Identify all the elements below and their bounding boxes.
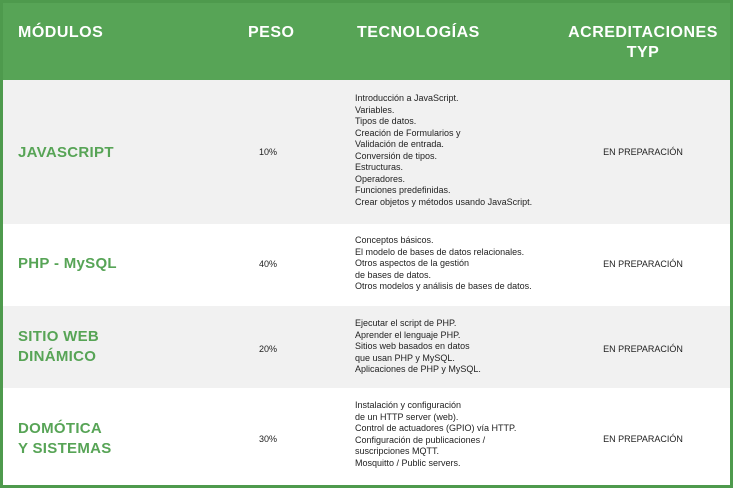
tech-list bbox=[355, 400, 585, 469]
peso-value: 20% bbox=[258, 344, 277, 354]
tech-item: Tipos de datos. bbox=[355, 116, 417, 126]
tech-item: Instalación y configuración bbox=[355, 400, 462, 410]
module-name-line: DOMÓTICA bbox=[18, 420, 103, 437]
acreditacion-status: EN PREPARACIÓN bbox=[603, 259, 683, 269]
tech-item: Aprender el lenguaje PHP. bbox=[355, 329, 461, 340]
table-row bbox=[3, 388, 730, 485]
tech-item: Crear objetos y métodos usando JavaScript. bbox=[355, 196, 533, 207]
tech-item: Configuración de publicaciones / bbox=[355, 434, 486, 445]
table-header bbox=[3, 3, 730, 80]
module-name bbox=[18, 419, 112, 459]
module-name-line: Y SISTEMAS bbox=[18, 440, 112, 457]
tech-item: de un HTTP server (web). bbox=[355, 411, 459, 422]
peso-value: 10% bbox=[258, 147, 277, 157]
tech-item: Variables. bbox=[355, 104, 395, 115]
table-row bbox=[3, 224, 730, 306]
module-name bbox=[18, 327, 99, 367]
tech-item: Introducción a JavaScript. bbox=[355, 93, 459, 103]
table-row bbox=[3, 306, 730, 388]
header-acreditaciones-line1: ACREDITACIONES bbox=[568, 24, 718, 41]
header-peso: PESO bbox=[248, 24, 295, 41]
module-name bbox=[18, 254, 117, 274]
tech-item: Creación de Formularios y bbox=[355, 127, 461, 138]
tech-item: Mosquitto / Public servers. bbox=[355, 457, 461, 468]
tech-item: Conversión de tipos. bbox=[355, 150, 438, 161]
tech-item: de bases de datos. bbox=[355, 269, 432, 280]
tech-list bbox=[355, 318, 585, 376]
header-acreditaciones-line2: TYP bbox=[626, 44, 660, 61]
tech-item: El modelo de bases de datos relacionales. bbox=[355, 246, 525, 257]
tech-item: Funciones predefinidas. bbox=[355, 185, 451, 195]
module-name-line: SITIO WEB bbox=[18, 328, 100, 345]
tech-item: Aplicaciones de PHP y MySQL. bbox=[355, 364, 481, 374]
tech-item: Otros aspectos de la gestión bbox=[355, 258, 470, 268]
tech-item: Conceptos básicos. bbox=[355, 235, 434, 245]
tech-item: suscripciones MQTT. bbox=[355, 446, 440, 456]
module-name-line: PHP - MySQL bbox=[18, 255, 117, 272]
module-name bbox=[18, 143, 114, 163]
acreditacion-status: EN PREPARACIÓN bbox=[603, 434, 683, 444]
tech-item: Control de actuadores (GPIO) vía HTTP. bbox=[355, 423, 517, 433]
peso-value: 40% bbox=[258, 259, 277, 269]
tech-item: Estructuras. bbox=[355, 162, 404, 172]
tech-item: Validación de entrada. bbox=[355, 139, 444, 149]
header-tecnologias: TECNOLOGÍAS bbox=[357, 24, 480, 41]
tech-list bbox=[355, 235, 585, 293]
tech-item: Ejecutar el script de PHP. bbox=[355, 318, 457, 328]
module-name-line: DINÁMICO bbox=[18, 348, 97, 365]
acreditacion-status: EN PREPARACIÓN bbox=[603, 147, 683, 157]
header-acreditaciones bbox=[563, 23, 723, 63]
tech-list bbox=[355, 93, 585, 208]
peso-value: 30% bbox=[258, 434, 277, 444]
module-name-line: JAVASCRIPT bbox=[18, 144, 114, 161]
table-row bbox=[3, 80, 730, 224]
tech-item: Sitios web basados en datos bbox=[355, 341, 470, 351]
header-modulos: MÓDULOS bbox=[18, 24, 104, 41]
tech-item: Otros modelos y análisis de bases de datos. bbox=[355, 281, 532, 291]
acreditacion-status: EN PREPARACIÓN bbox=[603, 344, 683, 354]
tech-item: Operadores. bbox=[355, 173, 406, 184]
tech-item: que usan PHP y MySQL. bbox=[355, 352, 455, 363]
